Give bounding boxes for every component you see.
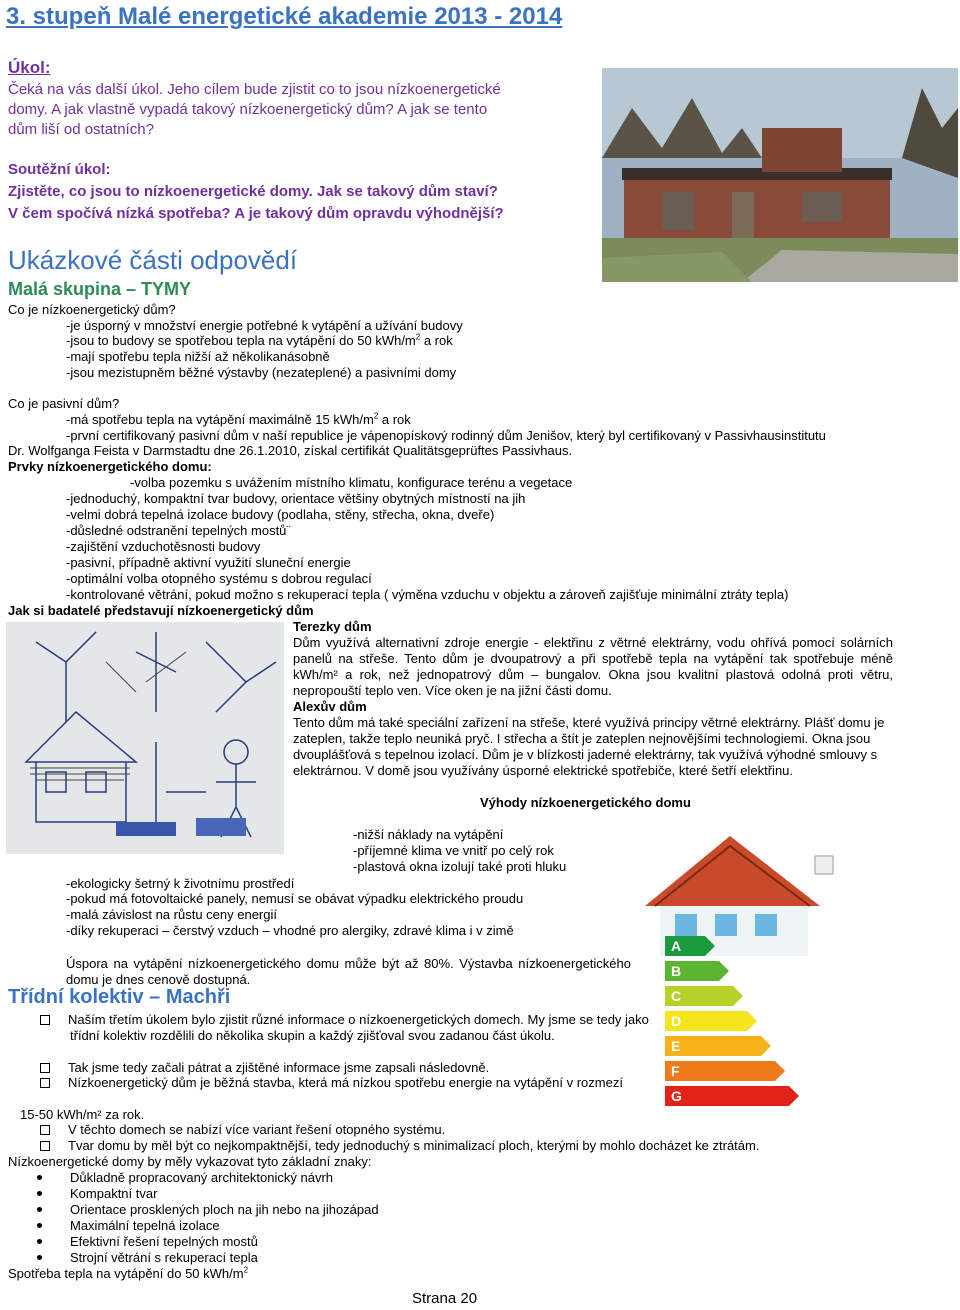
energy-class-label: C (671, 988, 682, 1004)
kids-drawing (6, 622, 284, 854)
last-line: Spotřeba tepla na vytápění do 50 kWh/$m^2$ (8, 1265, 249, 1281)
range-line: 15-50 kWh/m² za rok. (20, 1107, 145, 1122)
bullet-icon (37, 1191, 42, 1196)
element-item: -jednoduchý, kompaktní tvar budovy, orientace většiny obytných místností na jih (66, 491, 526, 506)
sign-item: Efektivní řešení tepelných mostů (37, 1234, 258, 1250)
element-item: -velmi dobrá tepelná izolace budovy (podlaha, stěny, střecha, okna, dveře) (66, 507, 495, 522)
checkbox-icon (40, 1063, 50, 1073)
benefit-item: -ekologicky šetrný k životnímu prostředí (66, 876, 295, 891)
answer-2-line-1: -má spotřebu tepla na vytápění maximálně 15 kWh/$m^2$ a rok (66, 411, 411, 427)
elements-heading: Prvky nízkoenergetického domu: (8, 459, 212, 474)
class-item: V těchto domech se nabízí více variant řešení otopného systému. (40, 1122, 445, 1138)
task-line-1: Čeká na vás další úkol. Jeho cílem bude zjistit co to jsou nízkoenergetické (8, 81, 501, 98)
element-item: -pasivní, případně aktivní využití sluneční energie (66, 555, 351, 570)
task-line-3: dům liší od ostatních? (8, 121, 154, 138)
energy-class-label: G (671, 1088, 682, 1104)
class-item: Tak jsme tedy začali pátrat a zjištěné informace jsme zapsali následovně. (40, 1060, 489, 1076)
answer-1-line-1: -je úsporný v množství energie potřebné k vytápění a užívání budovy (66, 318, 463, 333)
sign-item: Důkladně propracovaný architektonický návrh (37, 1170, 333, 1186)
answer-1-line-3: -mají spotřebu tepla nižší až několikanásobně (66, 349, 330, 364)
class-item: Nízkoenergetický dům je běžná stavba, která má nízkou spotřebu energie na vytápění v rozmezí (40, 1075, 650, 1091)
energy-class-label: A (671, 938, 682, 954)
bullet-icon (37, 1207, 42, 1212)
benefit-item: -pokud má fotovoltaické panely, nemusí se obávat výpadku elektrického proudu (66, 891, 524, 906)
element-item: -zajištění vzduchotěsnosti budovy (66, 539, 261, 554)
contest-heading: Soutěžní úkol: (8, 161, 111, 178)
benefit-item: -plastová okna izolují také proti hluku (353, 859, 567, 874)
benefit-item: -malá závislost na růstu ceny energií (66, 907, 277, 922)
bullet-icon (37, 1255, 42, 1260)
energy-class-bar-e (665, 1036, 771, 1056)
answer-2-line-3: Dr. Wolfganga Feista v Darmstadtu dne 26.1.2010, získal certifikát Qualitätsgeprüftes Passivhaus. (8, 443, 573, 458)
group-heading: Malá skupina – TYMY (8, 279, 192, 299)
class-item: Naším třetím úkolem bylo zjistit různé informace o nízkoenergetických domech. My jsme se tedy jako třídní kolektiv rozdělili do několika skupin a každý zjišťoval svou zadanou část úkolu. (40, 1012, 670, 1044)
sign-item: Orientace prosklených ploch na jih nebo na jihozápad (37, 1202, 379, 1218)
task-line-2: domy. A jak vlastně vypadá takový nízkoenergetický dům? A jak se tento (8, 101, 488, 118)
contest-line-1: Zjistěte, co jsou to nízkoenergetické domy. Jak se takový dům staví? (8, 183, 498, 200)
class-heading: Třídní kolektiv – Machři (8, 986, 231, 1008)
energy-class-label: E (671, 1038, 681, 1054)
answer-2-line-2: -první certifikovaný pasivní dům v naší republice je vápenopískový rodinný dům Jenišov, který byl certifikovaný v Passivhausinstitutu (66, 428, 826, 443)
kids-heading: Jak si badatelé představují nízkoenergetický dům (8, 603, 314, 618)
element-item: -volba pozemku s uvážením místního klimatu, konfigurace terénu a vegetace (130, 475, 573, 490)
benefits-heading: Výhody nízkoenergetického domu (480, 795, 691, 810)
energy-class-label: F (671, 1063, 680, 1079)
benefit-item: -nižší náklady na vytápění (353, 827, 504, 842)
house-photo (602, 68, 958, 282)
bullet-icon (37, 1239, 42, 1244)
energy-class-bars (665, 936, 799, 1106)
element-item: -optimální volba otopného systému s dobrou regulací (66, 571, 372, 586)
class-item: Tvar domu by měl být co nejkompaktnější, tedy jednoduchý s minimalizací ploch, kterými by mohlo docházet ke ztrátám. (40, 1138, 759, 1154)
checkbox-icon (40, 1015, 50, 1025)
energy-class-label: B (671, 963, 682, 979)
benefit-item: -díky rekuperaci – čerstvý vzduch – vhodné pro alergiky, zdravé klima i v zimě (66, 923, 514, 938)
bullet-icon (37, 1175, 42, 1180)
energy-class-bar-g (665, 1086, 799, 1106)
signs-heading: Nízkoenergetické domy by měly vykazovat tyto základní znaky: (8, 1154, 372, 1169)
page-title: 3. stupeň Malé energetické akademie 2013 - 2014 (6, 3, 563, 30)
bullet-icon (37, 1223, 42, 1228)
element-item: -kontrolované větrání, pokud možno s rekuperací tepla ( výměna vzduchu v objektu a zároveň zajišťuje minimální ztráty tepla) (66, 587, 789, 602)
savings-text: Úspora na vytápění nízkoenergetického domu může být až 80%. Výstavba nízkoenergetického domu je dnes cenově dostupná. (66, 956, 631, 987)
sign-item: Maximální tepelná izolace (37, 1218, 220, 1234)
terezka-heading: Terezky dům (293, 619, 372, 634)
benefit-item: -příjemné klima ve vnitř po celý rok (353, 843, 554, 858)
energy-label-graphic (635, 836, 880, 1111)
energy-class-label: D (671, 1013, 682, 1029)
sign-item: Strojní větrání s rekuperací tepla (37, 1250, 258, 1266)
sign-item: Kompaktní tvar (37, 1186, 157, 1202)
terezka-text: Dům využívá alternativní zdroje energie - elektřinu z větrné elektrárny, vodu ohřívá pomocí solárních panelů na střeše. Tento dům je dvoupatrový a při spotřebě tepla na vytápění tak spotřebuje méně kWh/m² a rok, než jednopatrový dům – bungalov. Okna jsou kvalitní plastová odolná proti větru, nepropouští teplo ven. Více oken je na jižní části domu. (293, 635, 893, 698)
answer-1-line-2: -jsou to budovy se spotřebou tepla na vytápění do 50 kWh/$m^2$ a rok (66, 332, 453, 348)
contest-line-2: V čem spočívá nízká spotřeba? A je takový dům opravdu výhodnější? (8, 205, 504, 222)
alex-text: Tento dům má také speciální zařízení na střeše, které využívá principy větrné elektrárny. Plášť domu je zateplen, takže teplo neuniká pryč. I střecha a štít je zateplen nejnovějšími technologiemi. Okna jsou dvouplášťová s tepelnou izolací. Dům je v blízkosti jaderné elektrárny, tak využívá výhodné smlouvy s elektrárnou. V domě jsou využívány úsporné elektrické spotřebiče, které šetří elektřinu. (293, 715, 885, 778)
page-number: Strana 20 (412, 1290, 478, 1307)
question-1: Co je nízkoenergetický dům? (8, 302, 176, 317)
alex-heading: Alexův dům (293, 699, 367, 714)
energy-class-bar-f (665, 1061, 785, 1081)
element-item: -důsledné odstranění tepelných mostů¨ (66, 523, 291, 538)
checkbox-icon (40, 1141, 50, 1151)
checkbox-icon (40, 1078, 50, 1088)
checkbox-icon (40, 1125, 50, 1135)
answer-1-line-4: -jsou mezistupněm běžné výstavby (nezateplené) a pasivními domy (66, 365, 457, 380)
task-heading: Úkol: (8, 58, 51, 77)
sample-heading: Ukázkové části odpovědí (8, 245, 298, 275)
question-2: Co je pasivní dům? (8, 396, 120, 411)
